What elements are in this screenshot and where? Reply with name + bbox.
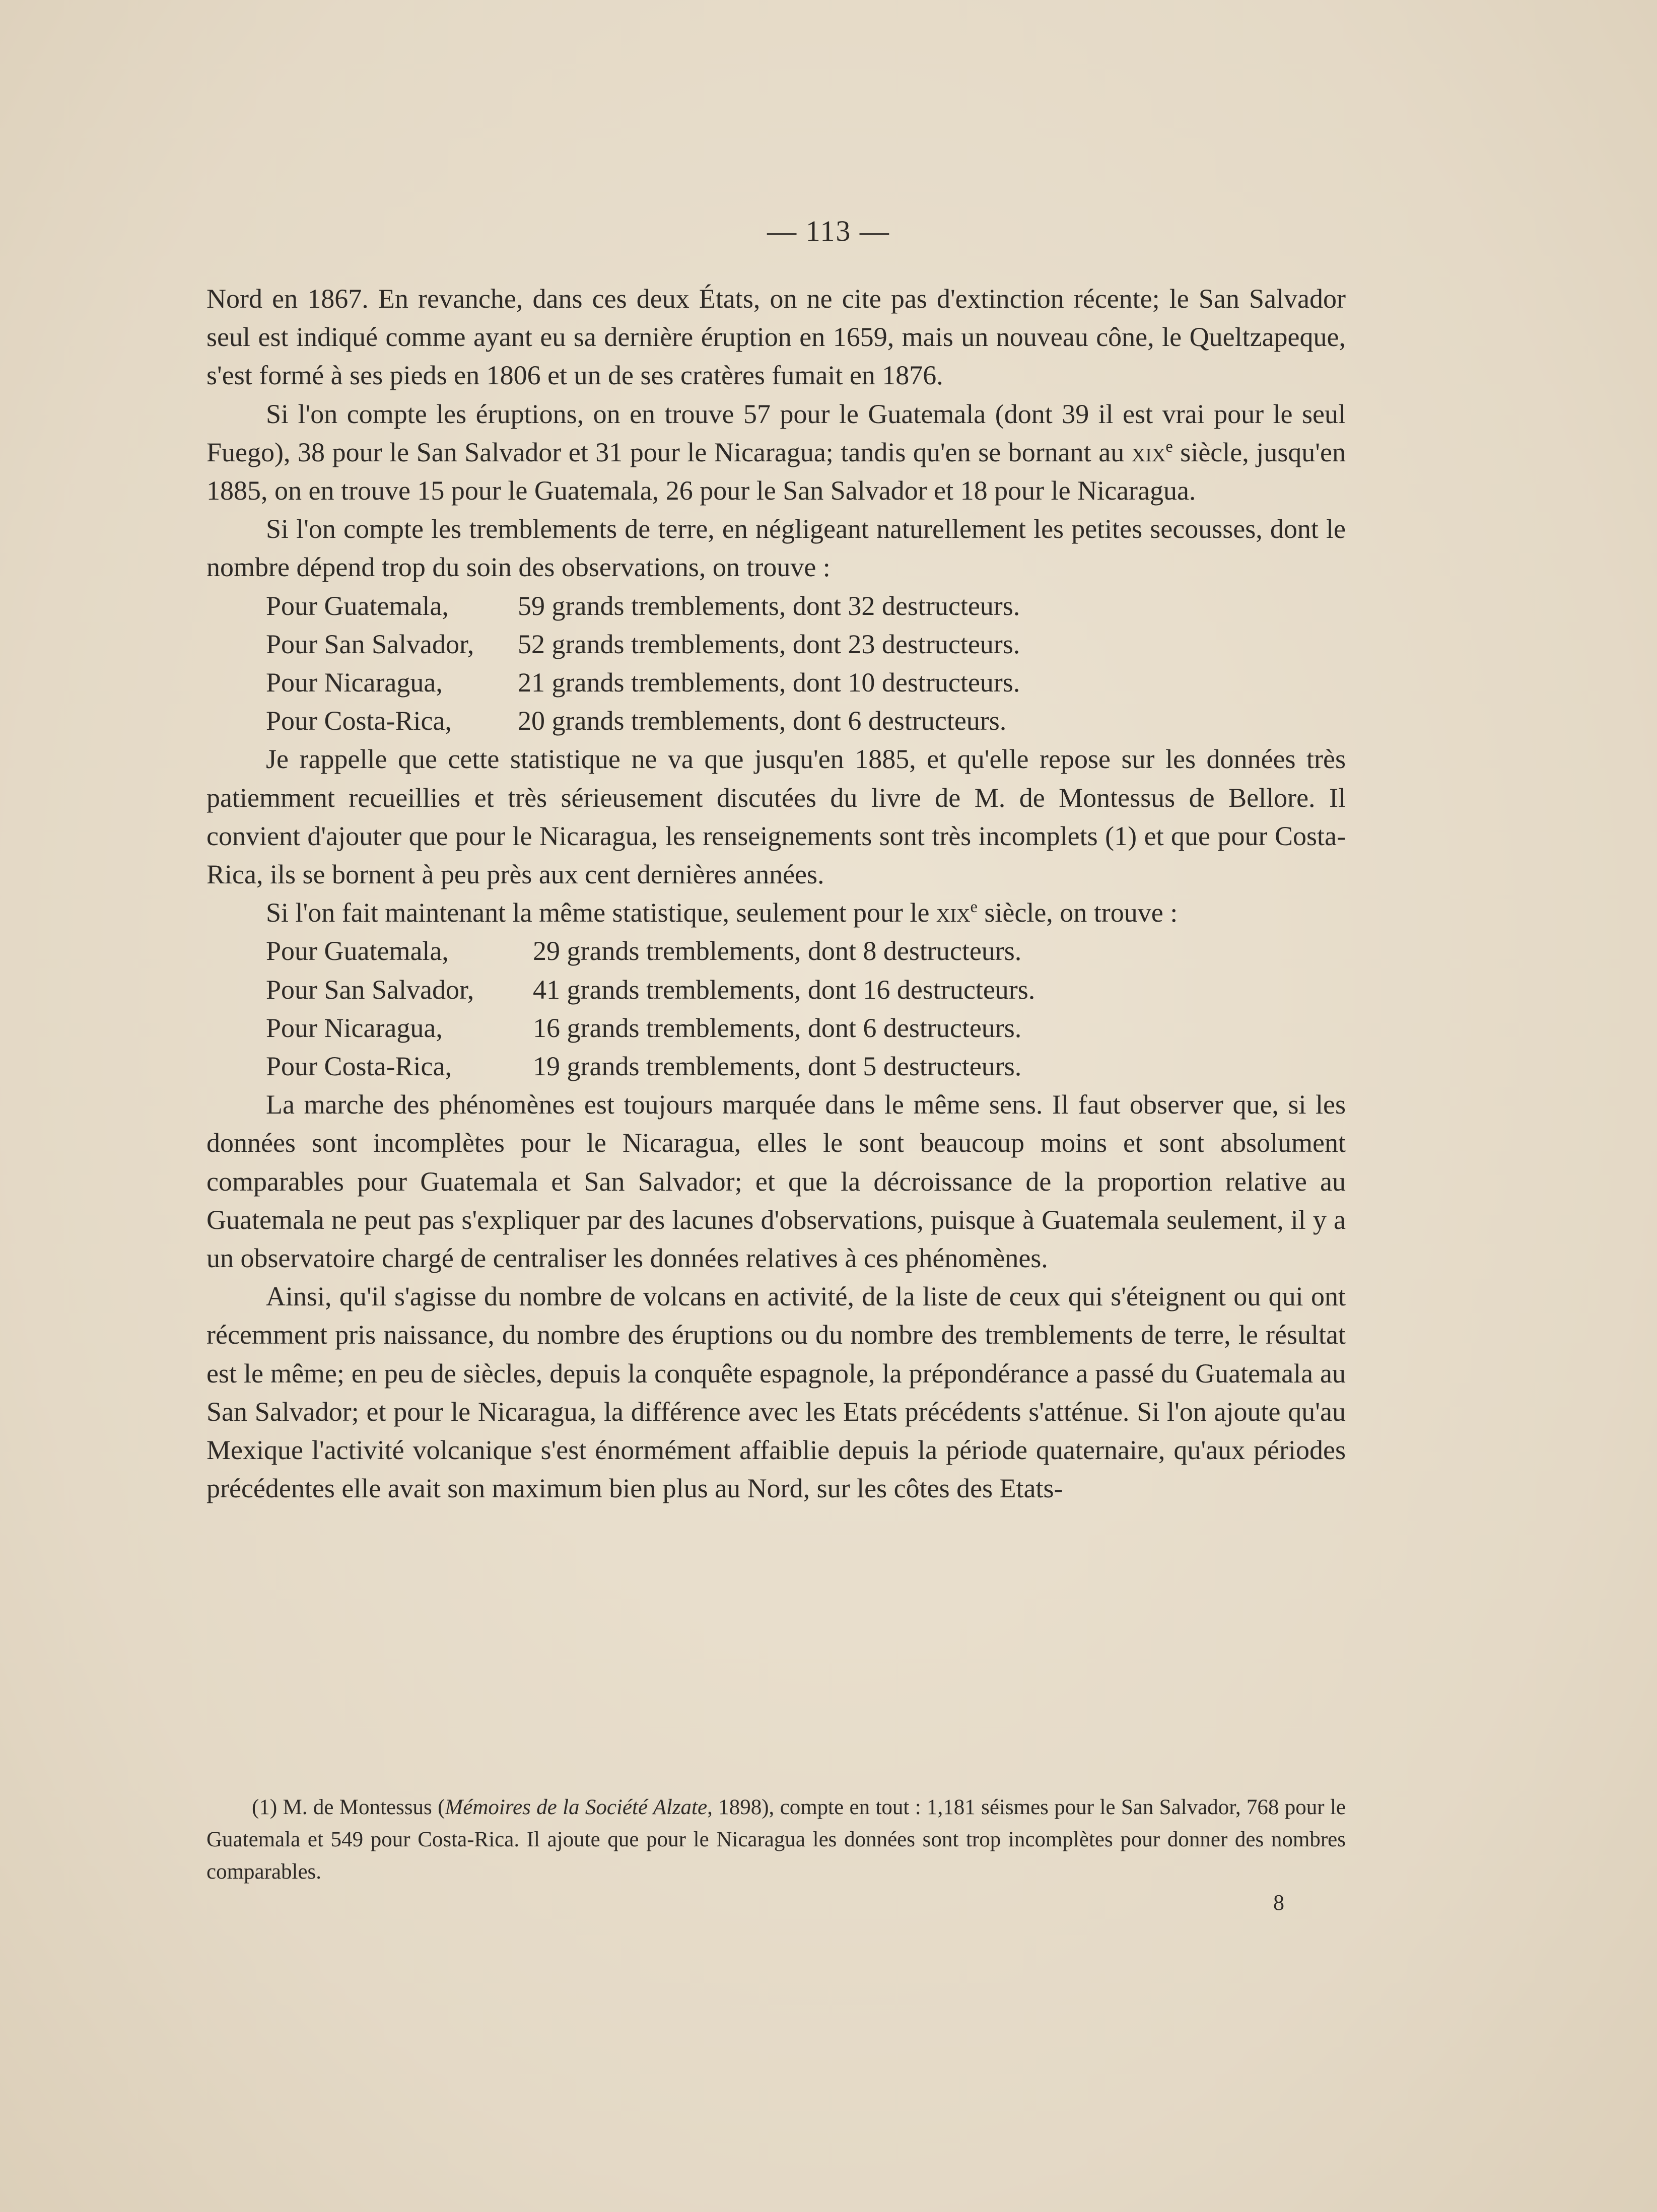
list-item <box>206 663 1346 702</box>
list-item <box>206 625 1346 663</box>
count-detail: 41 grands tremblements, dont 16 destructeurs. <box>533 974 1035 1005</box>
list-item <box>206 932 1346 970</box>
paragraph-3: Si l'on compte les tremblements de terre, en négligeant naturellement les petites secousses, dont le nombre dépend trop du soin des observations, on trouve : <box>206 514 1346 583</box>
paragraph-2 <box>206 395 1346 510</box>
country-label: Pour Costa-Rica, <box>266 1051 452 1082</box>
count-detail: 19 grands tremblements, dont 5 destructeurs. <box>533 1051 1022 1082</box>
earthquake-list-2 <box>206 932 1346 1085</box>
paragraph-1: Nord en 1867. En revanche, dans ces deux États, on ne cite pas d'extinction récente; le San Salvador seul est indiqué comme ayant eu sa dernière éruption en 1659, mais un nouveau cône, le Queltzapeque, s'est formé à ses pieds en 1806 et un de ses cratères fumait en 1876. <box>206 284 1346 391</box>
country-label: Pour Costa-Rica, <box>266 706 452 736</box>
list-item <box>206 1047 1346 1085</box>
footnote-cited-title: Mémoires de la Société Alzate <box>445 1795 708 1819</box>
century-superscript: e <box>970 898 978 917</box>
count-detail: 52 grands tremblements, dont 23 destructeurs. <box>518 629 1020 659</box>
signature-mark: 8 <box>1273 1890 1284 1915</box>
footnote-text <box>206 1791 1346 1888</box>
list-item <box>206 1009 1346 1047</box>
page-folio: — 113 — <box>767 215 890 247</box>
paragraph-7: Ainsi, qu'il s'agisse du nombre de volcans en activité, de la liste de ceux qui s'éteignent ou qui ont récemment pris naissance, du nombre des éruptions ou du nombre des tremblements de terre, le résultat est le même; en peu de siècles, depuis la conquête espagnole, la prépondérance a passé du Guatemala au San Salvador; et pour le Nicaragua, la différence avec les Etats précédents s'atténue. Si l'on ajoute qu'au Mexique l'activité volcanique s'est énormément affaiblie depuis la période quaternaire, qu'aux périodes précédentes elle avait son maximum bien plus au Nord, sur les côtes des Etats- <box>206 1281 1346 1504</box>
paragraph-5-text-b: siècle, on trouve : <box>977 897 1178 928</box>
list-item <box>206 587 1346 625</box>
country-label: Pour Nicaragua, <box>266 1012 443 1043</box>
footnote-rest: , 1898), compte en tout : 1,181 séismes pour le San Salvador, 768 pour le Guatemala et 549 pour Costa-Rica. Il ajoute que pour le Nicaragua les données sont trop incomplètes pour donner des nombres comparables. <box>206 1795 1346 1884</box>
count-detail: 21 grands tremblements, dont 10 destructeurs. <box>518 667 1020 698</box>
century-numeral: xix <box>936 897 971 928</box>
country-label: Pour San Salvador, <box>266 629 474 659</box>
century-superscript: e <box>1165 437 1173 456</box>
footnote <box>206 1791 1346 1888</box>
paragraph-4: Je rappelle que cette statistique ne va que jusqu'en 1885, et qu'elle repose sur les données très patiemment recueillies et très sérieusement discutées du livre de M. de Montessus de Bellore. Il convient d'ajouter que pour le Nicaragua, les renseignements sont très incomplets (1) et que pour Costa-Rica, ils se bornent à peu près aux cent dernières années. <box>206 744 1346 890</box>
count-detail: 20 grands tremblements, dont 6 destructeurs. <box>518 706 1007 736</box>
count-detail: 59 grands tremblements, dont 32 destructeurs. <box>518 590 1020 621</box>
paragraph-6: La marche des phénomènes est toujours marquée dans le même sens. Il faut observer que, si les données sont incomplètes pour le Nicaragua, elles le sont beaucoup moins et sont absolument comparables pour Guatemala et San Salvador; et que la décroissance de la proportion relative au Guatemala ne peut pas s'expliquer par des lacunes d'observations, puisque à Guatemala seulement, il y a un observatoire chargé de centraliser les données relatives à ces phénomènes. <box>206 1089 1346 1274</box>
earthquake-list-1 <box>206 587 1346 740</box>
list-item <box>206 702 1346 740</box>
paragraph-5 <box>206 893 1346 932</box>
paragraph-5-text-a: Si l'on fait maintenant la même statistique, seulement pour le <box>266 897 936 928</box>
paragraph-2-text-b: siècle, jusqu'en 1885, on en trouve 15 pour le Guatemala, 26 pour le San Salvador et 18 pour le Nicaragua. <box>206 437 1346 506</box>
century-numeral: xix <box>1131 437 1166 467</box>
paragraph-2-text-a: Si l'on compte les éruptions, on en trouve 57 pour le Guatemala (dont 39 il est vrai pour le seul Fuego), 38 pour le San Salvador et 31 pour le Nicaragua; tandis qu'en se bornant au <box>206 398 1346 467</box>
footnote-lead: (1) M. de Montessus ( <box>252 1795 445 1819</box>
list-item <box>206 971 1346 1009</box>
count-detail: 16 grands tremblements, dont 6 destructeurs. <box>533 1012 1022 1043</box>
country-label: Pour Guatemala, <box>266 590 449 621</box>
main-text <box>206 280 1346 1508</box>
country-label: Pour Nicaragua, <box>266 667 443 698</box>
country-label: Pour Guatemala, <box>266 936 449 966</box>
country-label: Pour San Salvador, <box>266 974 474 1005</box>
count-detail: 29 grands tremblements, dont 8 destructeurs. <box>533 936 1022 966</box>
